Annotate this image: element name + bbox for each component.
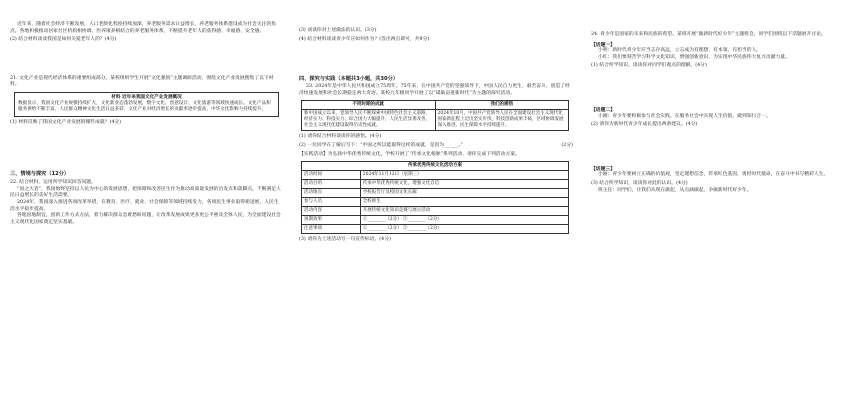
plan-row-value: 2024年11月12日（星期三）: [360, 171, 568, 180]
question-23-2: [299, 143, 573, 150]
table-cell: 2024年10月，中国共产党领导人民在全面建设社会主义现代化国家新征程上迈出坚实步伐，科技创新成果丰硕，区域协调发展深入推进，民生保障水平持续提升。: [435, 110, 569, 131]
paragraph: 近年来，随着社会经济不断发展，人口老龄化程度持续加深，养老服务需求日益增长，养老服务体系建设成为社会关注的焦点。各地积极推动居家社区机构相协调、医养康养相结合的养老服务体系，不断提升老年人的获得感、幸福感、安全感。: [10, 22, 277, 34]
section-heading: 三、情境与探究（12分）: [10, 171, 70, 178]
paragraph: 23. 2024年是中华人民共和国成立75周年。75年来，在中国共产党的坚强领导下，中国人民自力更生、艰苦奋斗，创造了经济快速发展和社会长期稳定两大奇迹。某校九年级同学开展了以“砥砺奋进新时代”为主题的探究活动。: [299, 84, 570, 96]
page-column-3: [581, 0, 867, 420]
plan-row-label: 活动地点: [302, 189, 361, 198]
plan-row: [302, 225, 569, 234]
paragraph: “国之大者”，我国始终坚持以人民为中心的发展思想，把保障和改善民生作为推动高质量发展的出发点和落脚点，不断满足人民日益增长的美好生活需要。: [10, 186, 281, 199]
question: (3) 结合所学知识，谈谈你对此的认识。(4分): [591, 180, 688, 186]
material-title: 材料 近年来我国文化产业发展概况: [111, 94, 182, 100]
plan-row-value: 学校报告厅及校园文化长廊: [360, 189, 568, 198]
dialogue: 小明：新时代青少年应当志存高远，立志成为有理想、有本领、有担当的人。: [598, 48, 762, 54]
table-header: 不同时期的成就: [302, 101, 436, 110]
topic-heading: 【话题一】: [591, 41, 615, 48]
material-box: [14, 92, 279, 117]
plan-row-value: 开展传统文化知识竞赛与展示活动: [360, 207, 568, 216]
plan-row-label: 活动内容: [302, 207, 361, 216]
question-23-4: (3) 请你为上述活动写一句宣传标语。(4分): [299, 237, 391, 243]
plan-row-value: ①________（2分） ②________（2分）: [360, 216, 568, 225]
activity-plan-table: [301, 161, 569, 234]
page-column-2: [289, 0, 579, 420]
plan-title: 传承优秀传统文化活动方案: [302, 162, 569, 171]
plan-row: [302, 171, 569, 180]
table-cell: 新中国成立以来，党领导人民不断探索中国特色社会主义道路，经济实力、科技实力、综合国力大幅提升，人民生活显著改善，社会主义现代化建设取得历史性成就。: [302, 110, 436, 131]
question-score: (2分): [561, 142, 573, 148]
question-text: (2) 一位同学在了解后写下：“中国之所以能取得这样的成就，是因为______。”: [299, 142, 464, 148]
question: (2) 请你为新时代青少年成长提出两条建议。(4分): [591, 122, 698, 128]
plan-row: [302, 198, 569, 207]
plan-row-label: 参与人员: [302, 198, 361, 207]
plan-row-label: 注意事项: [302, 225, 361, 234]
dialogue: 小丽：青少年要树立正确的价值观，坚定理想信念，传承红色基因，勇担时代使命，在奋斗中书写精彩人生。: [598, 172, 829, 178]
plan-row-label: 活动时间: [302, 171, 361, 180]
question-21: 21. 文化产业是现代经济体系的重要组成部分。某校组织学生开展“文化强国”主题调研活动，围绕文化产业发展搜集了以下材料。: [10, 75, 274, 88]
question: (4) 结合材料谈谈青少年应如何作为？(答出两点即可，共9分): [299, 36, 430, 42]
dialogue: 小刚：青少年要积极参与社会实践，在服务社会中实现人生价值，做到知行合一。: [598, 113, 771, 119]
material-text: 数据显示，我国文化产业规模持续扩大，文化新业态蓬勃发展，数字文化、创意设计、文化旅游等领域快速成长。文化产品和服务供给不断丰富，人民群众精神文化生活日益多彩，文化产业对经济增长的贡献率逐步提高，中华文化影响力持续提升。: [18, 101, 271, 113]
table-header: 我们的感悟: [435, 101, 569, 110]
dialogue: 班主任：同学们，让我们从现在做起，从点滴做起，争做新时代好少年。: [598, 187, 752, 193]
paragraph: 2024年，我国深入推进各项改革举措，在教育、医疗、就业、社会保障等领域持续发力，各项民生事业取得新进展，人民生活水平稳步提高。: [10, 199, 279, 212]
plan-row-value: 全校师生: [360, 198, 568, 207]
plan-row: [302, 189, 569, 198]
plan-row: [302, 207, 569, 216]
topic-heading: 【话题二】: [591, 106, 615, 113]
question-21-1: (1) 材料反映了我国文化产业发展的哪些成就？(4分): [10, 119, 122, 125]
plan-row-value: 传承中华优秀传统文化，增强文化自信: [360, 180, 568, 189]
paragraph: 各地因地制宜，创新工作方式方法，着力解决群众急难愁盼问题，让改革发展成果更多更公平惠及全体人民，为全面建设社会主义现代化国家奠定坚实基础。: [10, 213, 281, 225]
question-24: 24. 青少年是国家的未来和民族的希望。某班开展“做新时代好少年”主题班会，同学们围绕以下话题展开讨论。: [591, 32, 826, 37]
question-22: 22. 结合材料，运用所学知识回答问题。: [10, 180, 96, 186]
topic-heading: 【话题三】: [591, 165, 615, 172]
question-23-3: 【实践活动】为弘扬中华优秀传统文化，学校开展了“传承文化根脉”系列活动，请你完成下列活动方案。: [299, 151, 520, 157]
dialogue: 小红：我们要刻苦学习科学文化知识，增强创新意识，为实现中华民族伟大复兴贡献力量。: [598, 54, 790, 60]
question-23-1: (1) 请你结合材料谈谈你的感悟。(4分): [299, 134, 382, 140]
question: (3) 谈谈你对上述做法的认识。(3分): [299, 28, 377, 33]
section-heading: 四、探究与实践（本题共3小题，共30分）: [299, 76, 399, 83]
plan-row-value: ①________（2分） ②________（2分）: [360, 225, 568, 234]
plan-row-label: 预期效果: [302, 216, 361, 225]
achievement-table: [301, 100, 569, 131]
page-column-1: [0, 0, 287, 420]
question: (2) 结合材料谈谈我国是如何关爱老年人的？(4分): [10, 37, 117, 43]
plan-row: [302, 180, 569, 189]
question: (1) 结合所学知识，谈谈你对同学们观点的理解。(4分): [591, 63, 707, 69]
plan-row: [302, 216, 569, 225]
plan-row-label: 活动目的: [302, 180, 361, 189]
